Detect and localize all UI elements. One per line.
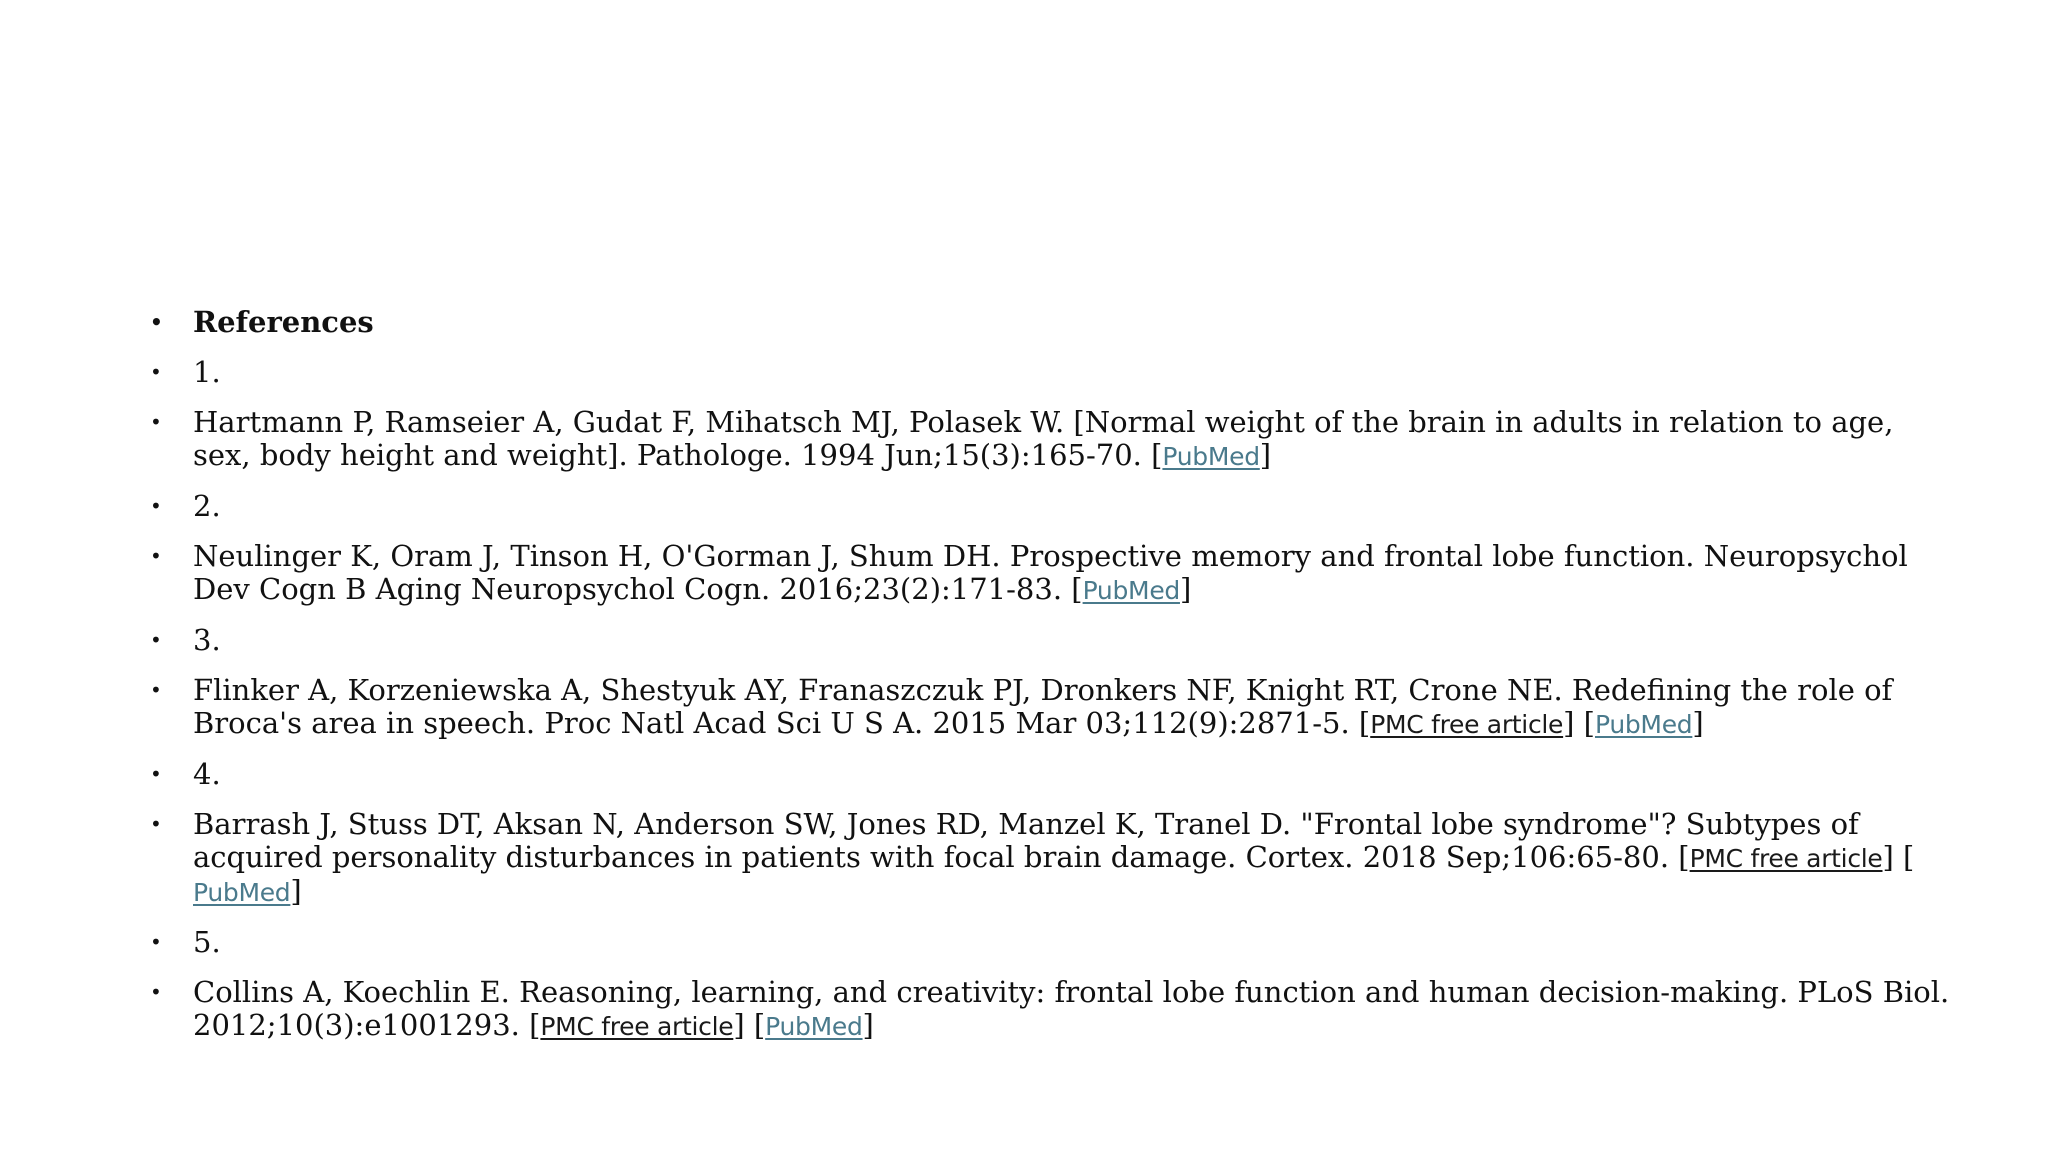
reference-entry-1: • Hartmann P, Ramseier A, Gudat F, Mihatsch MJ, Polasek W. [Normal weight of the brain in adults in relation to age, sex, body height and weight]. Pathologe. 1994 Jun;15(3):165-70. [PubMed] <box>193 406 1953 473</box>
reference-number-4: • 4. <box>193 758 1953 791</box>
reference-citation-5: Collins A, Koechlin E. Reasoning, learning, and creativity: frontal lobe function and human decision-making. PLoS Biol. 2012;10(3):e1001293. [ <box>193 975 1950 1042</box>
references-heading: • References <box>193 306 1953 339</box>
pubmed-link-1[interactable]: PubMed <box>1162 442 1260 471</box>
pubmed-link-2[interactable]: PubMed <box>1082 576 1180 605</box>
reference-number-1: • 1. <box>193 356 1953 389</box>
pmc-free-article-link-4[interactable]: PMC free article <box>1689 844 1883 873</box>
reference-entry-5: • Collins A, Koechlin E. Reasoning, learning, and creativity: frontal lobe function and human decision-making. PLoS Biol. 2012;10(3):e1001293. [PMC free article] [PubMed] <box>193 976 1953 1043</box>
reference-citation-1: Hartmann P, Ramseier A, Gudat F, Mihatsch MJ, Polasek W. [Normal weight of the brain in adults in relation to age, sex, body height and weight]. Pathologe. 1994 Jun;15(3):165-70. [ <box>193 405 1894 472</box>
reference-citation-2: Neulinger K, Oram J, Tinson H, O'Gorman J, Shum DH. Prospective memory and frontal lobe function. Neuropsychol Dev Cogn B Aging Neuropsychol Cogn. 2016;23(2):171-83. [ <box>193 539 1908 606</box>
pmc-free-article-link-3[interactable]: PMC free article <box>1370 710 1564 739</box>
references-list <box>150 306 1953 1060</box>
pmc-free-article-link-5[interactable]: PMC free article <box>540 1012 734 1041</box>
pubmed-link-4[interactable]: PubMed <box>193 878 291 907</box>
reference-citation-3: Flinker A, Korzeniewska A, Shestyuk AY, Franaszczuk PJ, Dronkers NF, Knight RT, Crone NE. Redefining the role of Broca's area in speech. Proc Natl Acad Sci U S A. 2015 Mar 03;112(9):2871-5. [ <box>193 673 1893 740</box>
reference-number-2: • 2. <box>193 490 1953 523</box>
reference-entry-2: • Neulinger K, Oram J, Tinson H, O'Gorman J, Shum DH. Prospective memory and frontal lobe function. Neuropsychol Dev Cogn B Aging Neuropsychol Cogn. 2016;23(2):171-83. [PubMed] <box>193 540 1953 607</box>
reference-citation-4: Barrash J, Stuss DT, Aksan N, Anderson SW, Jones RD, Manzel K, Tranel D. "Frontal lobe syndrome"? Subtypes of acquired personality disturbances in patients with focal brain damage. Cortex. 2018 Sep;106:65-80. [ <box>193 807 1859 874</box>
pubmed-link-5[interactable]: PubMed <box>765 1012 863 1041</box>
reference-number-5: • 5. <box>193 926 1953 959</box>
pubmed-link-3[interactable]: PubMed <box>1594 710 1693 739</box>
reference-entry-4: • Barrash J, Stuss DT, Aksan N, Anderson SW, Jones RD, Manzel K, Tranel D. "Frontal lobe syndrome"? Subtypes of acquired personality disturbances in patients with focal brain damage. Cortex. 2018 Sep;106:65-80. [PMC free article] [ PubMed] <box>193 808 1953 909</box>
reference-number-3: • 3. <box>193 624 1953 657</box>
reference-entry-3: • Flinker A, Korzeniewska A, Shestyuk AY, Franaszczuk PJ, Dronkers NF, Knight RT, Crone NE. Redefining the role of Broca's area in speech. Proc Natl Acad Sci U S A. 2015 Mar 03;112(9):2871-5. [PMC free article] [PubMed] <box>193 674 1953 741</box>
